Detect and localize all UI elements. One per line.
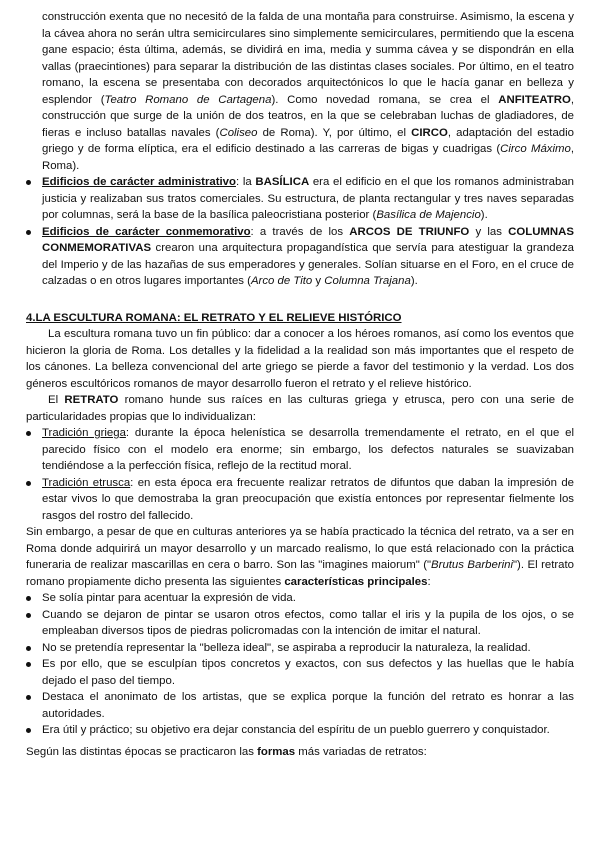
bullet-icon — [26, 481, 31, 486]
paragraph-teatro-anfiteatro-circo: construcción exenta que no necesitó de la falda de una montaña para construirse. Asimismo, la escena y la cávea ahora no serán ultra semicirculares sino simplemente semicirculares, permitiendo que la escena gane espacio; ésta última, además, se dividirá en ima, media y summa cávea y se dispondrán en ella vallas (praecintiones) para separar la distribución de las distintas clases sociales. Por último, en el teatro romano, la escena se presentaba con decorados arquitectónicos lo que le hacía ganar en belleza y esplendor (Teatro Romano de Cartagena). Como novedad romana, se crea el ANFITEATRO, construcción que surge de la unión de dos teatros, en la que se celebraban luchas de gladiadores, de fieras e incluso batallas navales (Coliseo de Roma). Y, por último, el CIRCO, adaptación del estadio griego y de forma elíptica, era el edificio destinado a las carreras de bigas y cuadrigas (Circo Máximo, Roma). — [42, 11, 575, 172]
bullet-icon — [26, 613, 31, 618]
paragraph-intro-escultura: La escultura romana tuvo un fin público: dar a conocer a los héroes romanos, así como los eventos que hicieron la gloria de Roma. Los detalles y la fidelidad a la realidad son más importantes que el respeto de los cánones. La belleza convencional del arte griego se pierde a favor del testimonio y la verdad. Los dos géneros escultóricos romanos de mayor desarrollo fueron el retrato y el relieve histórico. — [26, 328, 574, 390]
list-item-caracteristica: Cuando se dejaron de pintar se usaron otros efectos, como tallar el iris y la pupila de los ojos, o se empleaban diversos tipos de piedras policromadas con la intención de imitar el natural. — [26, 607, 574, 640]
list-item-tradicion-griega: Tradición griega: durante la época helenística se desarrolla tremendamente el retrato, en el que el parecido físico con el modelo era enorme; sin embargo, los defectos naturales se suavizaban tendiéndose a la perfección física, reflejo de la rectitud moral. — [26, 425, 574, 475]
bullet-icon — [26, 728, 31, 733]
list-item-caracteristica: No se pretendía representar la "belleza ideal", se aspiraba a reproducir la naturaleza, la realidad. — [26, 640, 574, 657]
list-item-caracteristica: Se solía pintar para acentuar la expresión de vida. — [26, 590, 574, 607]
bullet-icon — [26, 230, 31, 235]
paragraph-formas: Según las distintas épocas se practicaron las formas más variadas de retratos: — [26, 745, 427, 758]
list-item-edificios-conmemorativos: Edificios de carácter conmemorativo: a través de los ARCOS DE TRIUNFO y las COLUMNAS CONMEMORATIVAS crearon una arquitectura propagandística que servía para atestiguar la grandeza del Imperio y de las hazañas de sus emperadores y generales. Solían situarse en el Foro, en el cruce de calzadas o en otros lugares importantes (Arco de Tito y Columna Trajana). — [26, 224, 574, 290]
list-item-caracteristica: Destaca el anonimato de los artistas, que se explica porque la función del retrato es honrar a las autoridades. — [26, 689, 574, 722]
paragraph-retrato: El RETRATO romano hunde sus raíces en las culturas griega y etrusca, pero con una serie de particularidades propias que lo individualizan: — [26, 394, 575, 423]
section-heading: 4.LA ESCULTURA ROMANA: EL RETRATO Y EL RELIEVE HISTÓRICO — [26, 311, 402, 324]
list-item-caracteristica: Era útil y práctico; su objetivo era dejar constancia del espíritu de un pueblo guerrero y conquistador. — [26, 722, 574, 739]
bullet-icon — [26, 662, 31, 667]
document-page — [26, 9, 574, 760]
bullet-icon — [26, 646, 31, 651]
bullet-icon — [26, 180, 31, 185]
bullet-icon — [26, 431, 31, 436]
bullet-icon — [26, 596, 31, 601]
list-item-tradicion-etrusca: Tradición etrusca: en esta época era frecuente realizar retratos de difuntos que daban la impresión de estar vivos lo que demostraba la gran preocupación que existía entonces por representar fielmente los rasgos del rostro del fallecido. — [26, 475, 574, 525]
list-item-caracteristica: Es por ello, que se esculpían tipos concretos y exactos, con sus defectos y las huellas que le había dejado el paso del tiempo. — [26, 656, 574, 689]
bullet-icon — [26, 695, 31, 700]
paragraph-sin-embargo: Sin embargo, a pesar de que en culturas anteriores ya se había practicado la técnica del retrato, va a ser en Roma donde adquirirá un mayor desarrollo y un marcado realismo, lo que está relacionado con la práctica funeraria de realizar mascarillas en cera o barro. Son las "imagines maiorum" ("Brutus Barberini"). El retrato romano propiamente dicho presenta las siguientes características principales: — [26, 526, 574, 588]
list-item-edificios-administrativos: Edificios de carácter administrativo: la BASÍLICA era el edificio en el que los romanos administraban justicia y realizaban sus tratos comerciales. Su estructura, de planta rectangular y tres naves separadas por columnas, será la base de la basílica paleocristiana posterior (Basílica de Majencio). — [26, 174, 574, 224]
